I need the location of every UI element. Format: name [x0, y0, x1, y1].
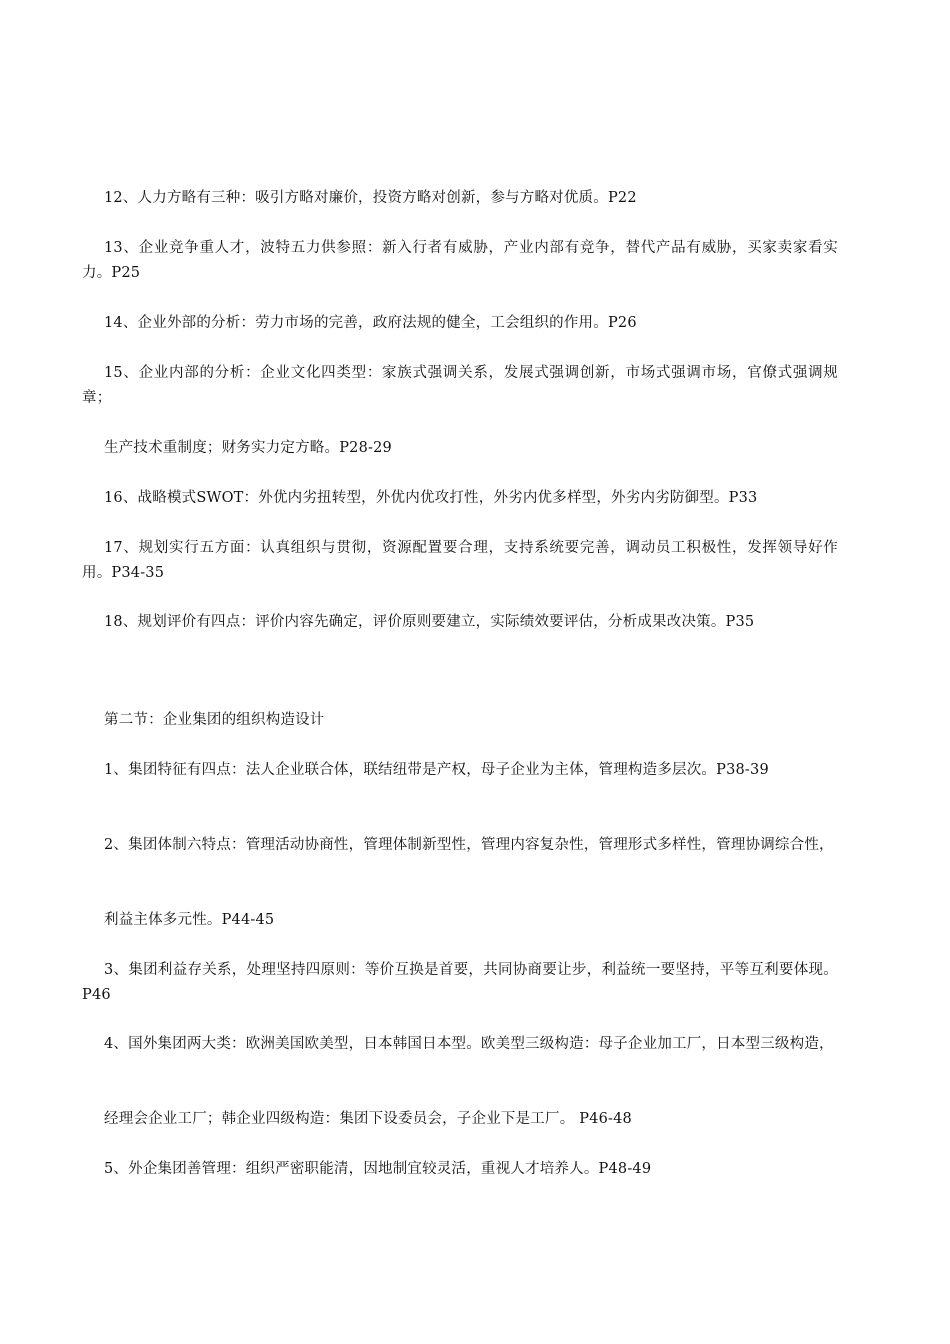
paragraph-13: 13、企业竞争重人才，波特五力供参照：新入行者有威胁，产业内部有竞争，替代产品有威胁，买家卖家看实力。P25	[82, 240, 838, 281]
paragraph-5: 5、外企集团善管理：组织严密职能清，因地制宜较灵活，重视人才培养人。P48-49	[104, 1161, 652, 1177]
paragraph-14: 14、企业外部的分析：劳力市场的完善，政府法规的健全，工会组织的作用。P26	[104, 315, 637, 331]
section-heading: 第二节：企业集团的组织构造设计	[104, 712, 325, 728]
paragraph-4: 4、国外集团两大类：欧洲美国欧美型，日本韩国日本型。欧美型三级构造：母子企业加工厂，日本型三级构造，	[104, 1036, 834, 1052]
paragraph-1: 1、集团特征有四点：法人企业联合体，联结纽带是产权，母子企业为主体，管理构造多层次。P38-39	[104, 762, 769, 778]
paragraph-18: 18、规划评价有四点：评价内容先确定，评价原则要建立，实际绩效要评估，分析成果改决策。P35	[104, 614, 755, 630]
paragraph-2: 2、集团体制六特点：管理活动协商性，管理体制新型性，管理内容复杂性，管理形式多样性，管理协调综合性，	[104, 837, 834, 853]
paragraph-2-continued: 利益主体多元性。P44-45	[104, 912, 275, 928]
paragraph-15-continued: 生产技术重制度；财务实力定方略。P28-29	[104, 440, 392, 456]
paragraph-4-continued: 经理会企业工厂；韩企业四级构造：集团下设委员会，子企业下是工厂。 P46-48	[104, 1111, 632, 1127]
paragraph-16: 16、战略模式SWOT：外优内劣扭转型，外优内优攻打性，外劣内优多样型，外劣内劣防御型。P33	[104, 490, 758, 506]
paragraph-17: 17、规划实行五方面：认真组织与贯彻，资源配置要合理，支持系统要完善，调动员工积极性，发挥领导好作用。P34-35	[82, 540, 838, 581]
paragraph-3: 3、集团利益存关系，处理坚持四原则：等价互换是首要，共同协商要让步，利益统一要坚持，平等互利要体现。P46	[82, 962, 838, 1003]
paragraph-12: 12、人力方略有三种：吸引方略对廉价，投资方略对创新，参与方略对优质。P22	[104, 190, 637, 206]
paragraph-15: 15、企业内部的分析：企业文化四类型：家族式强调关系，发展式强调创新，市场式强调市场，官僚式强调规章；	[82, 365, 838, 406]
